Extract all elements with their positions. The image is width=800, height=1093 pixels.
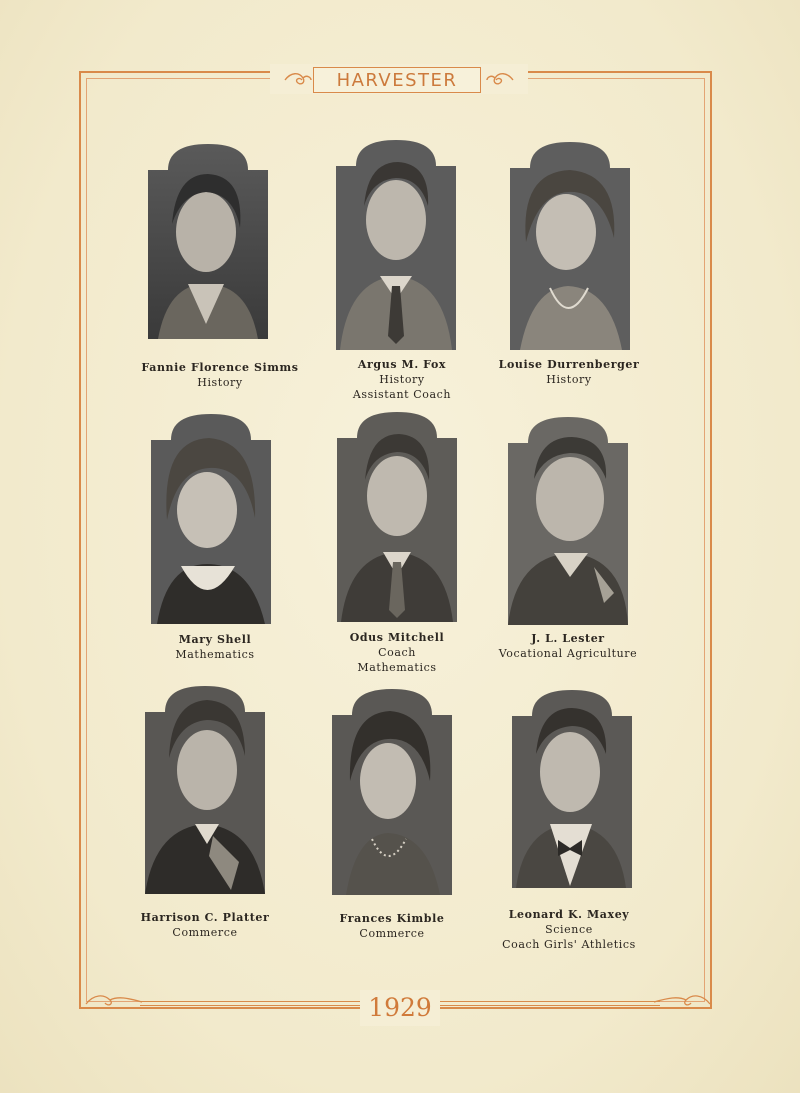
footer-rule-left	[140, 1001, 362, 1006]
faculty-role: Mathematics	[357, 661, 437, 674]
faculty-role: Coach	[378, 646, 416, 659]
faculty-portrait	[145, 686, 265, 896]
faculty-name: Fannie Florence Simms	[141, 361, 299, 374]
faculty-name: Leonard K. Maxey	[508, 908, 630, 921]
faculty-name: Mary Shell	[178, 633, 252, 646]
faculty-portrait	[508, 417, 628, 627]
faculty-name: Harrison C. Platter	[140, 911, 270, 924]
faculty-caption	[292, 911, 492, 941]
faculty-caption	[469, 907, 669, 952]
faculty-role: Mathematics	[175, 648, 255, 661]
faculty-caption	[115, 632, 315, 662]
faculty-portrait	[512, 690, 632, 900]
footer-flourish-left-icon	[84, 990, 144, 1008]
yearbook-year: 1929	[360, 990, 440, 1026]
faculty-name: Odus Mitchell	[349, 631, 445, 644]
faculty-portrait	[148, 144, 268, 354]
right-scroll-ornament-icon	[485, 70, 515, 90]
faculty-role: Vocational Agriculture	[498, 647, 638, 660]
faculty-caption	[120, 360, 320, 390]
faculty-role: Commerce	[359, 927, 425, 940]
faculty-role: History	[379, 373, 425, 386]
left-scroll-ornament-icon	[283, 70, 313, 90]
footer-rule-right	[438, 1001, 660, 1006]
faculty-caption	[105, 910, 305, 940]
faculty-portrait	[510, 142, 630, 352]
faculty-caption	[468, 631, 668, 661]
faculty-role: History	[546, 373, 592, 386]
faculty-name: Frances Kimble	[339, 912, 445, 925]
faculty-portrait	[332, 689, 452, 899]
faculty-caption	[469, 357, 669, 387]
faculty-portrait	[336, 140, 456, 350]
faculty-role: Commerce	[172, 926, 238, 939]
faculty-portrait	[337, 412, 457, 622]
faculty-caption	[297, 630, 497, 675]
faculty-name: Louise Durrenberger	[498, 358, 640, 371]
page-title: HARVESTER	[313, 67, 481, 93]
faculty-role: Science	[545, 923, 593, 936]
faculty-name: Argus M. Fox	[357, 358, 447, 371]
faculty-portrait	[151, 414, 271, 624]
footer-flourish-right-icon	[652, 990, 712, 1008]
faculty-role: Assistant Coach	[352, 388, 452, 401]
faculty-name: J. L. Lester	[531, 632, 605, 645]
faculty-role: Coach Girls' Athletics	[502, 938, 636, 951]
faculty-role: History	[197, 376, 243, 389]
